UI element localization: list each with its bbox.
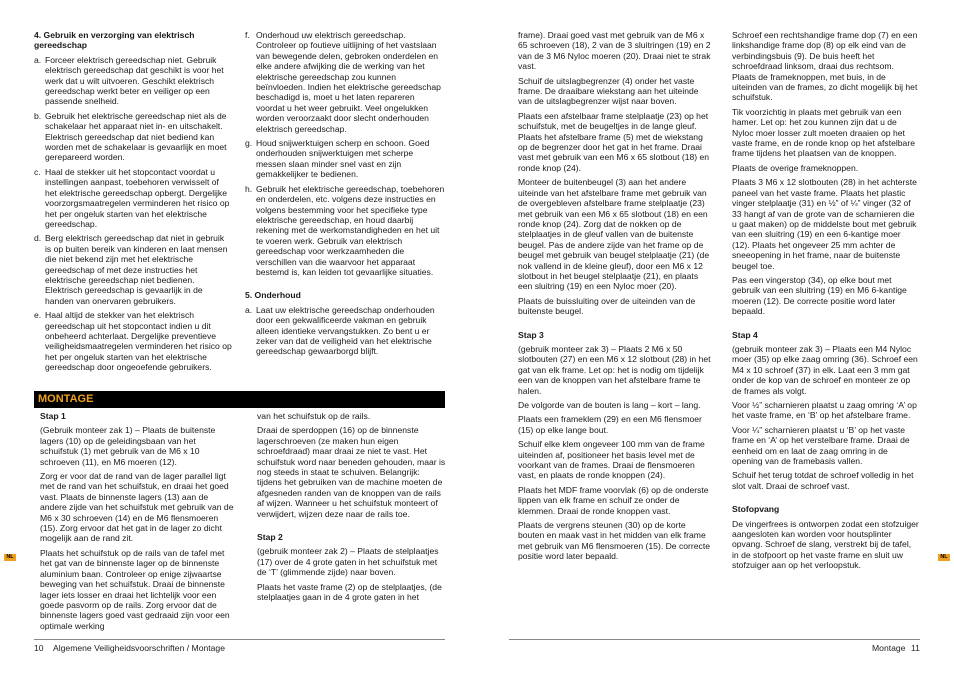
list-marker: g. — [245, 138, 253, 149]
language-tab-left: NL — [4, 554, 16, 561]
list-item — [34, 111, 232, 163]
list-text: Forceer elektrisch gereedschap niet. Gebruik elektrisch gereedschap dat geschikt is voor het werk dat u wilt uitvoeren. Geschikt elektrisch gereedschap werkt beter en veiliger op een passende snelheid. — [45, 54, 224, 107]
paragraph: Plaats de overige frameknoppen. — [732, 162, 859, 173]
stap-2-heading: Stap 2 — [257, 532, 283, 543]
paragraph: (gebruik monteer zak 3) – Plaats een M4 Nyloc moer (35) op elke zaag omring (36). Schroef een M4 x 10 schroef (37) in elk. Laat een 3 mm gat onder de kop van de schroef en monteer ze op de frames als volgt. — [732, 343, 918, 396]
paragraph: Pas een vingerstop (34), op elke bout met gebruik van een sluitring (19) en M6 6-kantige moeren (12). De correcte positie word later bepaald. — [732, 274, 907, 317]
paragraph: Voor ½” scharnieren plaatst u zaag omring ‘A’ op het vaste frame, en ‘B’ op het afstelbare frame. — [732, 400, 917, 421]
stap-1-heading: Stap 1 — [40, 411, 66, 421]
stap-4-paragraphs — [732, 344, 920, 491]
list-marker: f. — [245, 30, 250, 40]
paragraph: De vingerfrees is ontworpen zodat een stofzuiger aangesloten kan worden voor houtsplinter opvang. Schroef de slang, verstrekt bij de tafel, in de stofpoort op het vaste frame en sluit uw stofzuiger aan op het verloopstuk. — [732, 518, 919, 571]
right-column-1 — [518, 30, 714, 566]
list-item — [34, 55, 232, 107]
paragraph: Plaats het vaste frame (2) op de stelplaatjes, (de stelplaatjes gaan in de 4 grote gaten in het — [257, 581, 442, 603]
list-marker: a. — [245, 304, 253, 315]
list-text: Houd snijwerktuigen scherp en schoon. Goed onderhouden snijwerktuigen met scherpe messen slaan minder snel vast en zijn gemakkelijker te bedienen. — [256, 138, 430, 180]
paragraph: Zorg er voor dat de rand van de lager parallel ligt met de rand van het schuifstuk, en draai het goed vast. Plaats de binnenste lagers (13) aan de andere zijde van het schuifstuk met gebruik van de M6 x 30 schroeven (14) en de M6 flensmoeren (15). Zorg ervoor dat het gat in de lager zo dicht mogelijk aan de rand zit. — [40, 471, 234, 544]
left-column-1 — [34, 30, 232, 377]
footer-title-right: Montage — [872, 643, 906, 653]
paragraph: Plaats de vergrens steunen (30) op de korte bouten en maak vast in het midden van elk frame met gebruik van M6 flensmoeren (15). De correcte positie word later bepaald. — [518, 520, 711, 562]
footer-title-left: Algemene Veiligheidsvoorschriften / Montage — [53, 643, 225, 653]
list-marker: c. — [34, 166, 41, 177]
list-item — [245, 138, 445, 180]
section-5-heading: 5. Onderhoud — [245, 290, 301, 301]
list-item — [34, 167, 232, 229]
paragraph: Plaats 3 M6 x 12 slotbouten (28) in het achterste paneel van het vaste frame. Plaats het plastic vinger stelplaatje (31) en ½” of ¼” vinger (32 of 33 hangt af van de grote van de scharnieren die u gaat maken) op de middelste bout met gebruik van een sluitring (19) en een 6-kantige moer (12). Plaats het ongeveer 25 mm achter de sneeopening in het frame, naar de buitenste beugel toe. — [732, 177, 917, 271]
stofopvang-paragraphs — [732, 519, 920, 571]
paragraph: (gebruik monteer zak 3) – Plaats 2 M6 x 50 slotbouten (27) en een M6 x 12 slotbout (28) in het gat van elk frame. Let op: het is nodig om tijdelijk een van de knoppen van het afstelbare frame te halen. — [518, 343, 711, 396]
list-item — [245, 30, 445, 134]
left-column-3 — [40, 411, 235, 635]
list-text: Laat uw elektrische gereedschap onderhouden door een gekwalificeerde vakman en gebruik alleen identieke vervangstukken. Zo bent u er zeker van dat de veiligheid van het elektrische gereedschap gewaarborgd blijft. — [256, 304, 435, 357]
list-text: Haal de stekker uit het stopcontact voordat u instellingen aanpast, toebehoren verwisselt of het elektrische gereedschap opbergt. Dergelijke voorzorgsmaatregelen verminderen het risico op het per ongeluk starten van het elektrische gereedschap. — [45, 166, 230, 229]
section-4-list — [34, 55, 232, 373]
list-item — [34, 233, 232, 306]
list-text: Onderhoud uw elektrisch gereedschap. Controleer op foutieve uitlijning of het vastslaan van bewegende delen, gebroken onderdelen en elke andere afwijking die de werking van het elektrische gereedschap zou kunnen beïnvloeden. Indien het elektrische gereedschap beschadigd is, moet u het laten repareren voordat u het weer gebruikt. Veel ongelukken worden veroorzaakt door slecht onderhouden elektrisch gereedschap. — [256, 30, 441, 134]
list-marker: a. — [34, 54, 42, 65]
page-number-left: 10 — [34, 643, 44, 653]
list-item — [34, 310, 232, 372]
stap-3-paragraphs — [518, 344, 714, 562]
list-text: Berg elektrisch gereedschap dat niet in gebruik is op buiten bereik van kinderen en laat mensen die niet bekend zijn met het elektrische gereedschap of met deze instructies het elektrische gereedschap niet bedienen. Elektrisch gereedschap is gevaarlijk in de handen van onervaren gebruikers. — [45, 233, 228, 306]
paragraph: Monteer de buitenbeugel (3) aan het andere uiteinde van het afstelbare frame met gebruik van de overgebleven afstelbare frame stelplaatje (23) met gebruik van een M6 x 65 slotbout (18) en een ronde knop (24). Zorg dat de nokken op de stelplaatjes in de gleuf vallen van de buitenste beugel. Pas de andere zijde van het frame op de beugel met gebruik van beugel stelplaatje (21) (de nok vallend in de kleine gleuf), door een M6 x 12 slotbout in het beugel stelplaatje (21), en plaats een sluitring (19) en een Nyloc moer (20). — [518, 177, 710, 292]
paragraph: Tik voorzichtig in plaats met gebruik van een hamer. Let op: het zou kunnen zijn dat u de Nyloc moer losser zult moeten draaien op het vaste frame, en de ronde knop op het afstelbare frame tijdens het plaatsen van de knoppen. — [732, 106, 915, 159]
list-marker: b. — [34, 110, 42, 121]
footer-rule-right — [509, 639, 920, 640]
montage-title-bar: MONTAGE — [34, 391, 445, 408]
section-4-heading: 4. Gebruik en verzorging van elektrisch gereedschap — [34, 30, 195, 51]
list-marker: e. — [34, 310, 42, 321]
paragraph: (gebruik monteer zak 2) – Plaats de stelplaatjes (17) over de 4 grote gaten in het schuifstuk met de ‘T’ (glimmende zijde) naar boven. — [257, 546, 439, 578]
paragraph: Draai de sperdoppen (16) op de binnenste lagerschroeven (ze maken hun eigen schroefdraad) maar draai ze niet te vast. Het schuifstuk word naar beneden gehouden, maar is nog steeds in staat te schuiven. Belangrijk: tijdens het gebruiken van de machine moeten de afgesneden randen van de knoppen van de rails af wijzen. Wanneer u het schuifstuk monteert of verwijdert, wijzen deze naar de rails toe. — [257, 425, 446, 519]
left-column-4 — [257, 411, 447, 607]
paragraph: Schroef een rechtshandige frame dop (7) en een linkshandige frame dop (8) op elk eind van de verbindingsbuis (9). De buis heeft het schroefdraad linksom, draai dus rechtsom. Plaats de frameknoppen, met buis, in de uiteinden van de frames, zo dicht mogelijk bij het schuifstuk. — [732, 30, 918, 103]
list-item — [245, 305, 445, 357]
stap-2-continued — [518, 30, 714, 317]
paragraph: Schuif het terug totdat de schroef volledig in het slot valt. Draai de schroef vast. — [732, 470, 914, 491]
list-item — [245, 184, 445, 278]
paragraph: Schuif de uitslagbegrenzer (4) onder het vaste frame. De draaibare wiekstang aan het uiteinde van de uitslagbegrenzer wijst naar boven. — [518, 75, 699, 107]
paragraph: Plaats het MDF frame voorvlak (6) op de onderste lippen van elk frame en schuif ze onder de klemmen. Draai de ronde knoppen vast. — [518, 484, 709, 516]
page-number-right: 11 — [911, 643, 920, 653]
footer-rule-left — [34, 639, 445, 640]
section-4-list-continued — [245, 30, 445, 277]
stap-3-continued — [732, 30, 920, 317]
stap-1-continued — [257, 411, 447, 519]
list-marker: d. — [34, 233, 42, 244]
paragraph: Plaats het schuifstuk op de rails van de tafel met het gat van de binnenste lager op de binnenste aluminium baan. Controleer op enige zijwaartse beweging van het schuifstuk. Draai de binnenste lager iets losser en draai het lichtelijk voor een goede pasvorm op de rails. Zorg ervoor dat de binnenste lagers goed vast gedraaid zijn voor een optimale werking — [40, 547, 230, 631]
paragraph: Schuif elke klem ongeveer 100 mm van de frame uiteinden af, positioneer het basis level met de voorkant van de frames. Draai de flensmoeren vast, en plaats de ronde knoppen (24). — [518, 439, 705, 481]
left-column-2 — [245, 30, 445, 361]
paragraph: De volgorde van de bouten is lang – kort – lang. — [518, 400, 701, 410]
paragraph: Plaats de buissluiting over de uiteinden van de buitenste beugel. — [518, 295, 696, 317]
stap-4-heading: Stap 4 — [732, 329, 758, 340]
stap-3-heading: Stap 3 — [518, 329, 544, 340]
stap-2-paragraphs — [257, 546, 447, 602]
paragraph: frame). Draai goed vast met gebruik van de M6 x 65 schroeven (18), 2 van de 3 sluitringen (19) en 2 van de 3 M6 Nyloc moeren (20). Draai niet te strak vast. — [518, 30, 711, 72]
paragraph: Voor ¼” scharnieren plaatst u ‘B’ op het vaste frame en ‘A’ op het verstelbare frame. Draai de eenheid om en laat de zaag omring in de opening van de framebasis vallen. — [732, 424, 910, 467]
list-text: Gebruik het elektrische gereedschap, toebehoren en onderdelen, etc. volgens deze instructies en volgens bestemming voor het specifieke type elektrische gereedschap, en houd daarbij rekening met de werkomstandigheden en het uit te voeren werk. Gebruik van elektrisch gereedschap voor werkzaamheden die verschillen van die waarvoor het apparaat bestemd is, kan leiden tot gevaarlijke situaties. — [256, 183, 445, 277]
language-tab-right: NL — [938, 554, 950, 561]
stofopvang-heading: Stofopvang — [732, 504, 780, 515]
paragraph: (Gebruik monteer zak 1) – Plaats de buitenste lagers (10) op de geleidingsbaan van het schuifstuk (1) met gebruik van de M6 x 10 schroeven (11), en M6 moeren (12). — [40, 425, 216, 467]
paragraph: Plaats een afstelbaar frame stelplaatje (23) op het schuifstuk, met de beugeltjes in de lange gleuf. Plaats het afstelbare frame (5) met de wiekstang op de begrenzer door het gat in het frame. Draai vast met gebruik van een M6 x 65 slotbout (18) en ronde knop (24). — [518, 110, 710, 173]
list-text: Haal altijd de stekker van het elektrisch gereedschap uit het stopcontact indien u dit onbeheerd achterlaat. Dergelijke preventieve veiligheidsmaatregelen verminderen het risico op het per ongeluk starten van het elektrische gereedschap door ongeoefende gebruikers. — [45, 310, 232, 373]
list-marker: h. — [245, 183, 253, 194]
paragraph: Plaats een frameklem (29) en een M6 flensmoer (15) op elke lange bout. — [518, 414, 702, 435]
section-5-list — [245, 305, 445, 357]
paragraph: van het schuifstuk op de rails. — [257, 411, 371, 421]
right-column-2 — [732, 30, 920, 575]
list-text: Gebruik het elektrische gereedschap niet als de schakelaar het apparaat niet in- en uitschakelt. Elektrisch gereedschap dat niet bediend kan worden met de schakelaar is gevaarlijk en moet gerepareerd worden. — [45, 110, 227, 163]
stap-1-paragraphs — [40, 425, 235, 631]
